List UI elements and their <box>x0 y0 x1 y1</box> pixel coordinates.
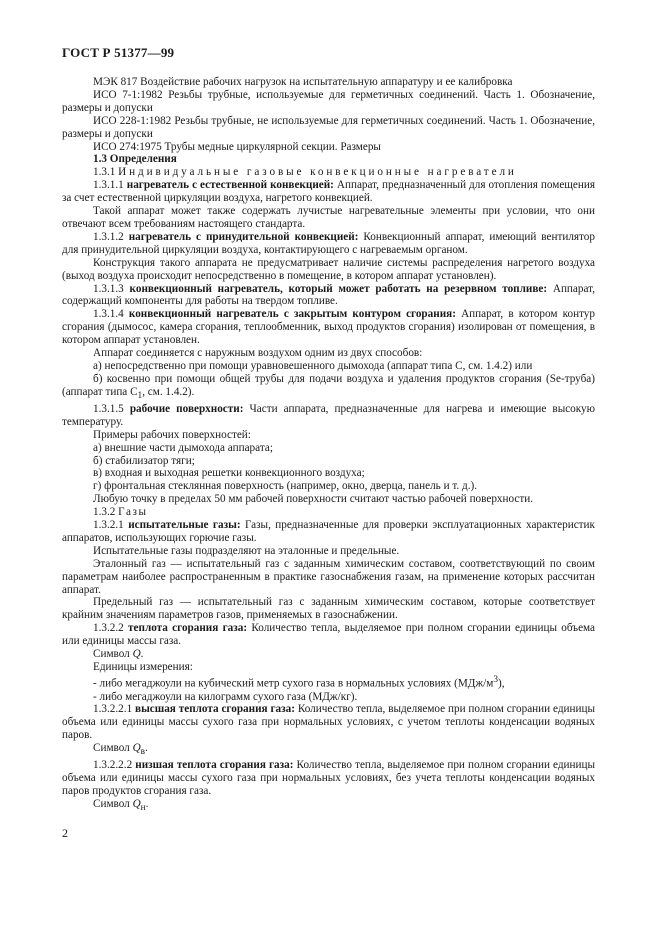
definition-term: высшая теплота сгорания газа: <box>135 703 295 716</box>
definition-text: Количество тепла, выделяемое при полном сгорании единицы объема или единицы массы сухого газа при нормальных условиях, без учета теплоты конденсации водяных паров продуктов сгорания газа. <box>62 759 595 798</box>
definition-term: низшая теплота сгорания газа: <box>135 759 294 772</box>
example-item: в) входная и выходная решетки конвекционного воздуха; <box>93 467 365 480</box>
section-heading-definitions: 1.3 Определения <box>93 153 177 166</box>
symbol-line: Символ $Q_н$. <box>93 798 149 814</box>
subsection-number: 1.3.2 <box>93 506 119 519</box>
definition-reserve-fuel <box>62 283 595 309</box>
definition-number: 1.3.1.4 <box>93 308 129 321</box>
definition-text: Аппарат, в котором контур сгорания (дымосос, камера сгорания, теплообменник, выход продуктов сгорания) изолирован от помещения, в котором аппарат установлен. <box>62 308 595 347</box>
definition-term: рабочие поверхности: <box>129 402 244 415</box>
definition-number: 1.3.1.5 <box>93 402 130 415</box>
definition-text: Аппарат, предназначенный для отопления помещения за счет естественной циркуляции воздуха, нагретого конвекцией. <box>62 179 596 205</box>
examples-intro: Примеры рабочих поверхностей: <box>93 428 251 441</box>
unit-item: - либо мегаджоули на килограмм сухого газа (МДж/кг). <box>93 690 358 703</box>
definition-text: Количество тепла, выделяемое при полном сгорании единицы объема или единицы массы сухого газа при нормальных условиях, с учетом теплоты конденсации водяных паров. <box>62 703 595 742</box>
connection-intro: Аппарат соединяется с наружным воздухом одним из двух способов: <box>93 347 423 360</box>
definition-calorific-value <box>62 622 595 648</box>
definition-number: 1.3.1.1 <box>93 179 127 192</box>
reference-iso-228-1: ИСО 228-1:1982 Резьбы трубные, не используемые для герметичных соединений. Часть 1. Обозначение, размеры и допуски <box>62 114 595 140</box>
subsection-title: Индивидуальные газовые конвекционные нагреватели <box>118 166 517 179</box>
connection-option-b: б) косвенно при помощи общей трубы для подачи воздуха и удаления продуктов сгорания (Se-труба) (аппарат типа $С_1$, см. 1.4.2). <box>62 372 595 401</box>
symbol-line: Символ $Q_в$. <box>93 742 148 758</box>
document-body <box>62 76 595 815</box>
definition-number: 1.3.2.1 <box>93 519 129 532</box>
definition-number: 1.3.2.2.2 <box>93 759 136 772</box>
definition-term: испытательные газы: <box>128 519 241 532</box>
definition-note: Конструкция такого аппарата не предусматривает наличие системы распределения нагретого воздуха (выход воздуха происходит непосредственно в помещение, в котором аппарат установлен). <box>62 256 595 282</box>
definition-net-calorific-value <box>62 759 595 798</box>
definition-term: нагреватель с естественной конвекцией: <box>126 179 334 192</box>
document-header: ГОСТ Р 51377—99 <box>62 45 175 60</box>
definition-text: Конвекционный аппарат, имеющий вентилятор для принудительной циркуляции воздуха, контактирующего с нагреваемым органом. <box>62 230 595 256</box>
definition-natural-convection <box>62 179 595 205</box>
definition-term: теплота сгорания газа: <box>128 622 248 635</box>
definition-term: конвекционный нагреватель с закрытым контуром сгорания: <box>128 308 456 321</box>
reference-iso-7-1: ИСО 7-1:1982 Резьбы трубные, используемые для герметичных соединений. Часть 1. Обозначение, размеры и допуски <box>62 88 595 114</box>
subsection-heading-heaters <box>62 166 595 179</box>
definition-forced-convection <box>62 231 595 257</box>
example-item: г) фронтальная стеклянная поверхность (например, окно, дверца, панель и т. д.). <box>93 480 478 493</box>
subsection-number: 1.3.1 <box>93 166 119 179</box>
example-item: б) стабилизатор тяги; <box>93 454 195 467</box>
definition-test-gases <box>62 519 595 545</box>
reference-iso-274: ИСО 274:1975 Трубы медные циркулярной секции. Размеры <box>93 140 381 153</box>
definition-number: 1.3.2.2 <box>93 622 129 635</box>
reference-iec-817: МЭК 817 Воздействие рабочих нагрузок на испытательную аппаратуру и ее калибровка <box>93 76 513 88</box>
definition-text: Газы, предназначенные для проверки эксплуатационных характеристик аппаратов, использующих горючие газы. <box>62 519 595 544</box>
definition-term: конвекционный нагреватель, который может работать на резервном топливе: <box>129 282 548 295</box>
subsection-title: Газы <box>118 506 148 519</box>
definition-text: Части аппарата, предназначенные для нагрева и имеющие высокую температуру. <box>62 402 595 428</box>
definition-number: 1.3.2.2.1 <box>93 703 136 716</box>
symbol-line: Символ Q. <box>93 648 144 661</box>
definition-closed-circuit <box>62 308 595 347</box>
definition-gross-calorific-value <box>62 703 595 742</box>
examples-note: Любую точку в пределах 50 мм рабочей поверхности считают частью рабочей поверхности. <box>93 493 534 506</box>
definition-term: нагреватель с принудительной конвекцией: <box>128 230 359 243</box>
definition-working-surfaces <box>62 403 595 429</box>
example-item: а) внешние части дымохода аппарата; <box>93 441 273 454</box>
definition-note: Такой аппарат может также содержать лучистые нагревательные элементы при условии, что они отвечают всем требованиям настоящего стандарта. <box>62 205 595 230</box>
definition-number: 1.3.1.3 <box>93 282 130 295</box>
connection-option-a: а) непосредственно при помощи уравновешенного дымохода (аппарат типа С, см. 1.4.2) или <box>93 359 533 372</box>
test-gases-division: Испытательные газы подразделяют на эталонные и предельные. <box>93 544 400 557</box>
page-number: 2 <box>62 826 68 840</box>
units-intro: Единицы измерения: <box>93 661 193 674</box>
definition-text: Аппарат, содержащий компоненты для работы на твердом топливе. <box>62 282 595 308</box>
subsection-heading-gases <box>62 506 595 519</box>
definition-number: 1.3.1.2 <box>93 230 129 243</box>
definition-text: Количество тепла, выделяемое при полном сгорании единицы объема или единицы массы газа. <box>62 622 595 648</box>
limit-gas-definition: Предельный газ — испытательный газ с заданным химическим составом, которые соответствует крайним значениям параметров газов, применяемых в газоснабжении. <box>62 596 595 622</box>
reference-gas-definition: Эталонный газ — испытательный газ с заданным химическим составом, соответствующий по своим параметрам наиболее распространенным в практике газоснабжения газам, на применение которых рассчитан аппарат. <box>62 557 595 596</box>
unit-item: - либо мегаджоули на кубический метр сухого газа в нормальных условиях $(МДж/м^3)$, <box>93 674 505 690</box>
